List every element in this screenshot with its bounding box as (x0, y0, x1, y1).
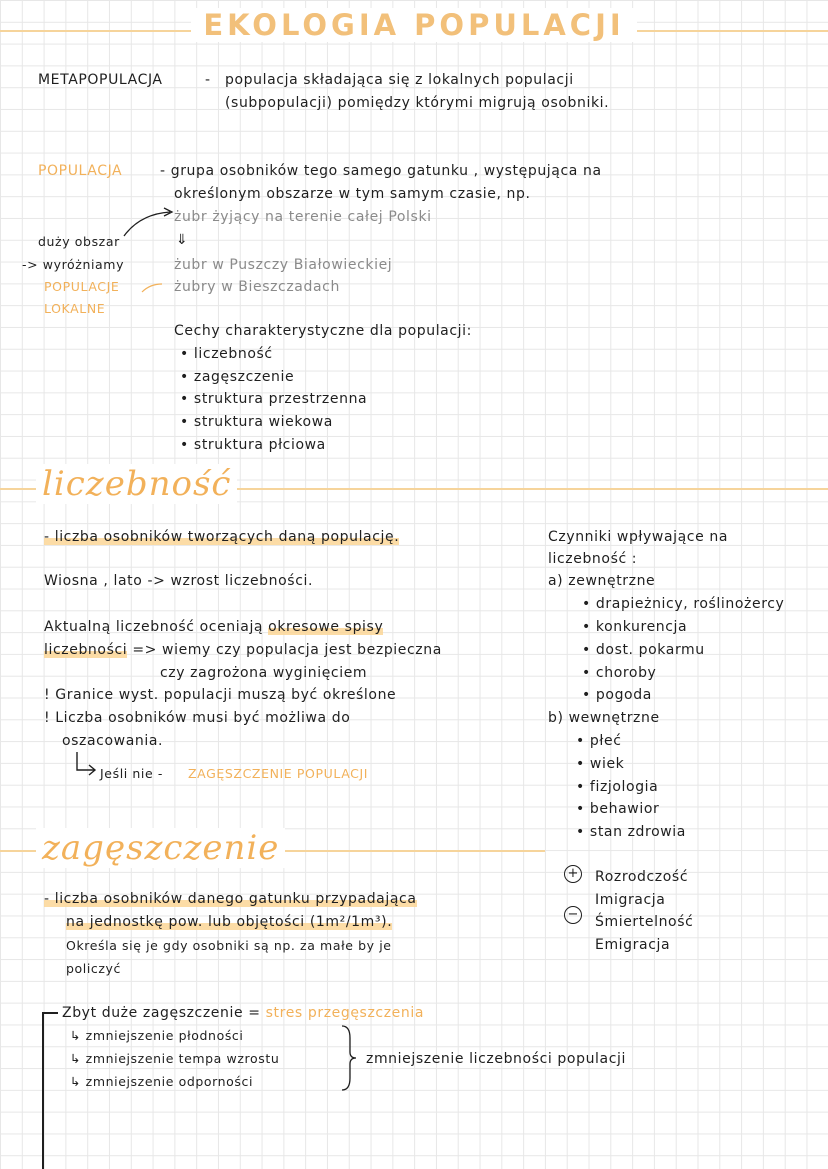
zageszczenie-heading: zagęszczenie (36, 828, 285, 868)
liczebnosc-heading: liczebność (36, 464, 237, 504)
minus-icon: − (564, 906, 582, 924)
if-not-value: ZAGĘSZCZENIE POPULACJI (188, 766, 369, 781)
warning-2: ! Liczba osobników musi być możliwa do (44, 710, 351, 726)
zageszczenie-def-2: na jednostkę pow. lub objętości (1m²/1m³). (66, 914, 393, 930)
effects-result: zmniejszenie liczebności populacji (366, 1051, 626, 1067)
census-line-1: Aktualną liczebność oceniają okresowe spisy (44, 619, 384, 635)
effect-fertility: ↳ zmniejszenie płodności (70, 1028, 244, 1043)
metapop-def-2: (subpopulacji) pomiędzy którymi migrują osobniki. (225, 95, 610, 111)
plus-icon: + (564, 865, 582, 883)
down-arrow-icon: ⇓ (176, 232, 189, 248)
left-bracket-top (42, 1012, 58, 1014)
left-bracket-vertical (42, 1012, 44, 1169)
plus-item-immigration: Imigracja (595, 892, 666, 908)
side-note-large-area: duży obszar (38, 234, 120, 249)
curly-brace-icon (338, 1024, 358, 1092)
list-item: • płeć (576, 733, 622, 749)
metapop-dash: - (205, 72, 211, 88)
page-title: EKOLOGIA POPULACJI (0, 8, 828, 42)
factors-title-2: liczebność : (548, 551, 638, 567)
plus-item-birth: Rozrodczość (595, 869, 689, 885)
side-note-local: LOKALNE (44, 301, 106, 316)
list-item: • behawior (576, 801, 660, 817)
minus-item-death: Śmiertelność (595, 914, 694, 930)
list-item: • struktura wiekowa (180, 414, 333, 430)
zageszczenie-def-3: Określa się je gdy osobniki są np. za małe by je (66, 938, 392, 953)
side-note-distinguish: -> wyróżniamy (22, 257, 125, 272)
list-item: • choroby (582, 665, 657, 681)
small-arrow-icon (140, 280, 166, 294)
metapop-term: METAPOPULACJA (38, 72, 163, 88)
factors-title-1: Czynniki wpływające na (548, 529, 729, 545)
overcrowd-line: Zbyt duże zagęszczenie = stres przegęszczenia (62, 1005, 424, 1021)
list-item: • drapieżnicy, roślinożercy (582, 596, 785, 612)
curved-arrow-icon (120, 206, 180, 240)
zageszczenie-def-4: policzyć (66, 961, 122, 976)
external-label: a) zewnętrzne (548, 573, 656, 589)
side-note-populations: POPULACJE (44, 279, 120, 294)
list-item: • stan zdrowia (576, 824, 686, 840)
populacja-def-2: określonym obszarze w tym samym czasie, np. (174, 186, 531, 202)
season-note: Wiosna , lato -> wzrost liczebności. (44, 573, 314, 589)
list-item: • liczebność (180, 346, 273, 362)
metapop-def-1: populacja składająca się z lokalnych populacji (225, 72, 574, 88)
warning-3: oszacowania. (62, 733, 164, 749)
example-bieszczady: żubry w Bieszczadach (174, 279, 340, 295)
census-line-3: czy zagrożona wyginięciem (160, 665, 368, 681)
effect-immunity: ↳ zmniejszenie odporności (70, 1074, 254, 1089)
list-item: • konkurencja (582, 619, 688, 635)
minus-item-emigration: Emigracja (595, 937, 671, 953)
list-item: • pogoda (582, 687, 652, 703)
features-title: Cechy charakterystyczne dla populacji: (174, 323, 472, 339)
populacja-term: POPULACJA (38, 163, 123, 179)
example-poland: żubr żyjący na terenie całej Polski (174, 209, 432, 225)
zageszczenie-def-1: - liczba osobników danego gatunku przypadająca (44, 891, 417, 907)
warning-1: ! Granice wyst. populacji muszą być określone (44, 687, 397, 703)
internal-label: b) wewnętrzne (548, 710, 660, 726)
if-not-prefix: Jeśli nie - (100, 766, 163, 781)
list-item: • struktura przestrzenna (180, 391, 368, 407)
list-item: • struktura płciowa (180, 437, 326, 453)
census-line-2: liczebności => wiemy czy populacja jest bezpieczna (44, 642, 442, 658)
list-item: • fizjologia (576, 779, 659, 795)
list-item: • zagęszczenie (180, 369, 295, 385)
liczebnosc-def: - liczba osobników tworzących daną populację. (44, 529, 400, 545)
list-item: • wiek (576, 756, 625, 772)
effect-growth: ↳ zmniejszenie tempa wzrostu (70, 1051, 280, 1066)
populacja-def-1: - grupa osobników tego samego gatunku , występująca na (160, 163, 602, 179)
example-bialowieza: żubr w Puszczy Białowieckiej (174, 257, 393, 273)
list-item: • dost. pokarmu (582, 642, 705, 658)
corner-arrow-icon (74, 752, 98, 776)
